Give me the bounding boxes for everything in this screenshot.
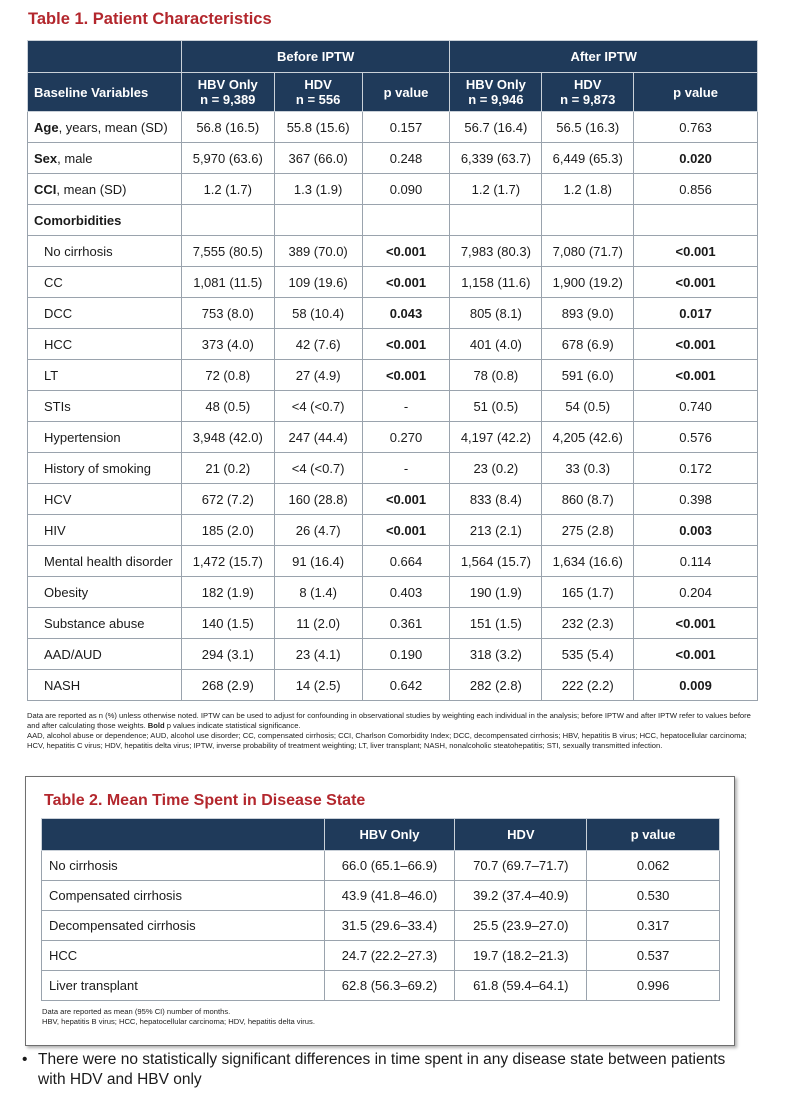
column-header-hdv-after: HDV n = 9,873 xyxy=(542,73,634,112)
table-cell: 33 (0.3) xyxy=(542,453,634,484)
table-cell: 0.763 xyxy=(634,112,758,143)
table-cell: 182 (1.9) xyxy=(181,577,274,608)
table-cell: 672 (7.2) xyxy=(181,484,274,515)
table-row xyxy=(28,484,758,515)
row-label: No cirrhosis xyxy=(42,851,325,881)
table-cell: 401 (4.0) xyxy=(450,329,542,360)
table-cell: 55.8 (15.6) xyxy=(274,112,362,143)
table-cell: 373 (4.0) xyxy=(181,329,274,360)
table-cell: 56.5 (16.3) xyxy=(542,112,634,143)
table-cell: <0.001 xyxy=(362,267,450,298)
table-cell: 0.090 xyxy=(362,174,450,205)
table-cell: 25.5 (23.9–27.0) xyxy=(455,911,587,941)
table-row xyxy=(28,639,758,670)
table-cell: <0.001 xyxy=(634,329,758,360)
table-cell: 222 (2.2) xyxy=(542,670,634,701)
table-cell: 26 (4.7) xyxy=(274,515,362,546)
table-cell: <0.001 xyxy=(362,484,450,515)
table-cell: 318 (3.2) xyxy=(450,639,542,670)
table-cell: 4,197 (42.2) xyxy=(450,422,542,453)
table2-box xyxy=(25,776,735,1046)
table-cell: 0.361 xyxy=(362,608,450,639)
table-cell: 282 (2.8) xyxy=(450,670,542,701)
table-cell: 42 (7.6) xyxy=(274,329,362,360)
header-blank xyxy=(28,41,182,73)
column-header-variables: Baseline Variables xyxy=(28,73,182,112)
row-label: HCC xyxy=(28,329,182,360)
table-cell: 1,081 (11.5) xyxy=(181,267,274,298)
table-row xyxy=(28,236,758,267)
table-cell: 0.017 xyxy=(634,298,758,329)
table-cell xyxy=(274,205,362,236)
t2-header-hdv: HDV xyxy=(455,819,587,851)
table-cell: 51 (0.5) xyxy=(450,391,542,422)
table-cell: 0.020 xyxy=(634,143,758,174)
table-cell xyxy=(362,205,450,236)
table-cell: <0.001 xyxy=(362,329,450,360)
row-label: Comorbidities xyxy=(28,205,182,236)
table-cell: 66.0 (65.1–66.9) xyxy=(324,851,455,881)
table-cell: 7,983 (80.3) xyxy=(450,236,542,267)
table-cell: 6,449 (65.3) xyxy=(542,143,634,174)
table-cell: 4,205 (42.6) xyxy=(542,422,634,453)
table-cell: 61.8 (59.4–64.1) xyxy=(455,971,587,1001)
bullet-symbol: • xyxy=(22,1051,28,1068)
table1-footnote: Data are reported as n (%) unless otherwise noted. IPTW can be used to adjust for confounding in observational studies by weighting each individual in the analysis; before IPTW and after IPTW refer to values before and after calculating those weights. Bold p values indicate statistical significance. xyxy=(27,711,751,730)
row-label: HCC xyxy=(42,941,325,971)
column-header-hbv-after: HBV Only n = 9,946 xyxy=(450,73,542,112)
table-cell: 23 (4.1) xyxy=(274,639,362,670)
table-cell: 6,339 (63.7) xyxy=(450,143,542,174)
table-cell: 0.157 xyxy=(362,112,450,143)
row-label: Compensated cirrhosis xyxy=(42,881,325,911)
table-cell: 0.537 xyxy=(587,941,720,971)
patient-characteristics-table xyxy=(27,40,758,701)
table-row xyxy=(28,329,758,360)
column-header-hdv-before: HDV n = 556 xyxy=(274,73,362,112)
table-cell: 48 (0.5) xyxy=(181,391,274,422)
row-label: HIV xyxy=(28,515,182,546)
row-label: NASH xyxy=(28,670,182,701)
table-cell: <0.001 xyxy=(362,515,450,546)
table-cell: 140 (1.5) xyxy=(181,608,274,639)
table-cell: 21 (0.2) xyxy=(181,453,274,484)
row-label: CCI, mean (SD) xyxy=(28,174,182,205)
table-cell: 0.317 xyxy=(587,911,720,941)
table-cell: 1,900 (19.2) xyxy=(542,267,634,298)
table-cell: 0.248 xyxy=(362,143,450,174)
row-label: Age, years, mean (SD) xyxy=(28,112,182,143)
row-label: Mental health disorder xyxy=(28,546,182,577)
table-cell: 0.398 xyxy=(634,484,758,515)
table-cell: 0.576 xyxy=(634,422,758,453)
table-row xyxy=(28,608,758,639)
table-cell: 0.403 xyxy=(362,577,450,608)
table-cell: <0.001 xyxy=(634,608,758,639)
table-cell xyxy=(542,205,634,236)
table-cell: 591 (6.0) xyxy=(542,360,634,391)
table-row xyxy=(28,267,758,298)
table-cell: - xyxy=(362,453,450,484)
table-cell: 1.2 (1.7) xyxy=(450,174,542,205)
table-row xyxy=(28,391,758,422)
table-cell: 0.740 xyxy=(634,391,758,422)
table-cell: 1,472 (15.7) xyxy=(181,546,274,577)
table-cell: 1.2 (1.7) xyxy=(181,174,274,205)
table-cell: 165 (1.7) xyxy=(542,577,634,608)
table-cell: 31.5 (29.6–33.4) xyxy=(324,911,455,941)
row-label: STIs xyxy=(28,391,182,422)
table-cell: 14 (2.5) xyxy=(274,670,362,701)
table-row xyxy=(28,546,758,577)
table-row xyxy=(28,360,758,391)
table-cell: 1,634 (16.6) xyxy=(542,546,634,577)
table-cell: 678 (6.9) xyxy=(542,329,634,360)
table-cell: 213 (2.1) xyxy=(450,515,542,546)
table-cell: 190 (1.9) xyxy=(450,577,542,608)
table-cell: 72 (0.8) xyxy=(181,360,274,391)
table-row xyxy=(42,971,720,1001)
row-label: No cirrhosis xyxy=(28,236,182,267)
table-cell: <0.001 xyxy=(634,267,758,298)
table-cell: 0.664 xyxy=(362,546,450,577)
table-cell: <0.001 xyxy=(362,236,450,267)
table2-abbreviations: HBV, hepatitis B virus; HCC, hepatocellular carcinoma; HDV, hepatitis delta virus. xyxy=(42,1017,315,1026)
row-label: HCV xyxy=(28,484,182,515)
table-cell: 0.172 xyxy=(634,453,758,484)
table-cell: 91 (16.4) xyxy=(274,546,362,577)
table-cell: <0.001 xyxy=(362,360,450,391)
table-cell: 54 (0.5) xyxy=(542,391,634,422)
table-cell: 23 (0.2) xyxy=(450,453,542,484)
table-cell: 805 (8.1) xyxy=(450,298,542,329)
table-cell: 3,948 (42.0) xyxy=(181,422,274,453)
table-cell: 19.7 (18.2–21.3) xyxy=(455,941,587,971)
table-cell: 70.7 (69.7–71.7) xyxy=(455,851,587,881)
table-cell: 0.190 xyxy=(362,639,450,670)
table-cell: 8 (1.4) xyxy=(274,577,362,608)
table-cell: 39.2 (37.4–40.9) xyxy=(455,881,587,911)
table-cell: <0.001 xyxy=(634,639,758,670)
disease-state-time-table xyxy=(41,818,720,1001)
table-cell: 0.270 xyxy=(362,422,450,453)
row-label: Substance abuse xyxy=(28,608,182,639)
table-row xyxy=(28,577,758,608)
table-cell: 11 (2.0) xyxy=(274,608,362,639)
row-label: Liver transplant xyxy=(42,971,325,1001)
table-cell: 0.043 xyxy=(362,298,450,329)
table-cell: 7,080 (71.7) xyxy=(542,236,634,267)
table-cell: 7,555 (80.5) xyxy=(181,236,274,267)
table-row xyxy=(42,941,720,971)
table-cell: 0.062 xyxy=(587,851,720,881)
row-label: Obesity xyxy=(28,577,182,608)
column-header-hbv-before: HBV Only n = 9,389 xyxy=(181,73,274,112)
table-cell: 5,970 (63.6) xyxy=(181,143,274,174)
table-cell: <4 (<0.7) xyxy=(274,453,362,484)
table-row xyxy=(42,851,720,881)
table-row xyxy=(28,174,758,205)
row-label: Sex, male xyxy=(28,143,182,174)
bullet-text: There were no statistically significant differences in time spent in any disease state between patients with HDV and HBV only xyxy=(38,1051,726,1088)
table-cell: 833 (8.4) xyxy=(450,484,542,515)
table-row xyxy=(28,143,758,174)
table-cell xyxy=(450,205,542,236)
table-cell: 62.8 (56.3–69.2) xyxy=(324,971,455,1001)
table-cell: 58 (10.4) xyxy=(274,298,362,329)
table-cell: 1.2 (1.8) xyxy=(542,174,634,205)
table-cell: 247 (44.4) xyxy=(274,422,362,453)
table-cell: 389 (70.0) xyxy=(274,236,362,267)
row-label: LT xyxy=(28,360,182,391)
table2-title: Table 2. Mean Time Spent in Disease State xyxy=(44,792,366,809)
table-row xyxy=(28,670,758,701)
table-cell: 860 (8.7) xyxy=(542,484,634,515)
row-label: Decompensated cirrhosis xyxy=(42,911,325,941)
t2-header-hbv: HBV Only xyxy=(324,819,455,851)
table1-title: Table 1. Patient Characteristics xyxy=(28,10,272,28)
table-cell: 109 (19.6) xyxy=(274,267,362,298)
table-cell: 151 (1.5) xyxy=(450,608,542,639)
table-cell: 0.530 xyxy=(587,881,720,911)
t2-header-p: p value xyxy=(587,819,720,851)
table-cell: 1,158 (11.6) xyxy=(450,267,542,298)
table-cell: 0.003 xyxy=(634,515,758,546)
table-cell: 0.642 xyxy=(362,670,450,701)
table1-abbreviations: AAD, alcohol abuse or dependence; AUD, alcohol use disorder; CC, compensated cirrhosis; CCI, Charlson Comorbidity Index; DCC, decompensated cirrhosis; HBV, hepatitis B virus; HCC, hepatocellular carcinoma; HCV, hepatitis C virus; HDV, hepatitis delta virus; IPTW, inverse probability of treatment weighting; LT, liver transplant; NASH, nonalcoholic steatohepatitis; STI, sexually transmitted infection. xyxy=(27,731,747,750)
table-row xyxy=(28,422,758,453)
table-cell: 160 (28.8) xyxy=(274,484,362,515)
table-cell: 0.204 xyxy=(634,577,758,608)
table-row xyxy=(28,298,758,329)
table-cell: 1.3 (1.9) xyxy=(274,174,362,205)
t2-header-state xyxy=(42,819,325,851)
row-label: Hypertension xyxy=(28,422,182,453)
table-cell: 27 (4.9) xyxy=(274,360,362,391)
table-cell: <0.001 xyxy=(634,236,758,267)
row-label: AAD/AUD xyxy=(28,639,182,670)
table-cell: 232 (2.3) xyxy=(542,608,634,639)
table-cell: 893 (9.0) xyxy=(542,298,634,329)
column-header-p-before: p value xyxy=(362,73,450,112)
table-cell: 1,564 (15.7) xyxy=(450,546,542,577)
table-cell: 753 (8.0) xyxy=(181,298,274,329)
table-cell: <0.001 xyxy=(634,360,758,391)
table-cell: 0.114 xyxy=(634,546,758,577)
row-label: DCC xyxy=(28,298,182,329)
row-label: CC xyxy=(28,267,182,298)
table-cell: 294 (3.1) xyxy=(181,639,274,670)
group-header-before: Before IPTW xyxy=(181,41,450,73)
table-cell: 275 (2.8) xyxy=(542,515,634,546)
table-cell: 185 (2.0) xyxy=(181,515,274,546)
table-row xyxy=(28,453,758,484)
table-cell xyxy=(181,205,274,236)
table-cell: 24.7 (22.2–27.3) xyxy=(324,941,455,971)
table-cell: 268 (2.9) xyxy=(181,670,274,701)
table-row xyxy=(28,112,758,143)
table-row xyxy=(28,205,758,236)
table-cell: 0.009 xyxy=(634,670,758,701)
table-cell xyxy=(634,205,758,236)
table-cell: - xyxy=(362,391,450,422)
table-cell: 56.8 (16.5) xyxy=(181,112,274,143)
summary-bullet xyxy=(22,1050,742,1090)
table-row xyxy=(42,881,720,911)
table-cell: 43.9 (41.8–46.0) xyxy=(324,881,455,911)
row-label: History of smoking xyxy=(28,453,182,484)
group-header-after: After IPTW xyxy=(450,41,758,73)
table-cell: <4 (<0.7) xyxy=(274,391,362,422)
table-cell: 0.996 xyxy=(587,971,720,1001)
table-cell: 0.856 xyxy=(634,174,758,205)
table-row xyxy=(28,515,758,546)
table-cell: 56.7 (16.4) xyxy=(450,112,542,143)
column-header-p-after: p value xyxy=(634,73,758,112)
table2-footnote: Data are reported as mean (95% CI) number of months. xyxy=(42,1007,231,1016)
table-cell: 535 (5.4) xyxy=(542,639,634,670)
table-cell: 78 (0.8) xyxy=(450,360,542,391)
table-cell: 367 (66.0) xyxy=(274,143,362,174)
table-row xyxy=(42,911,720,941)
